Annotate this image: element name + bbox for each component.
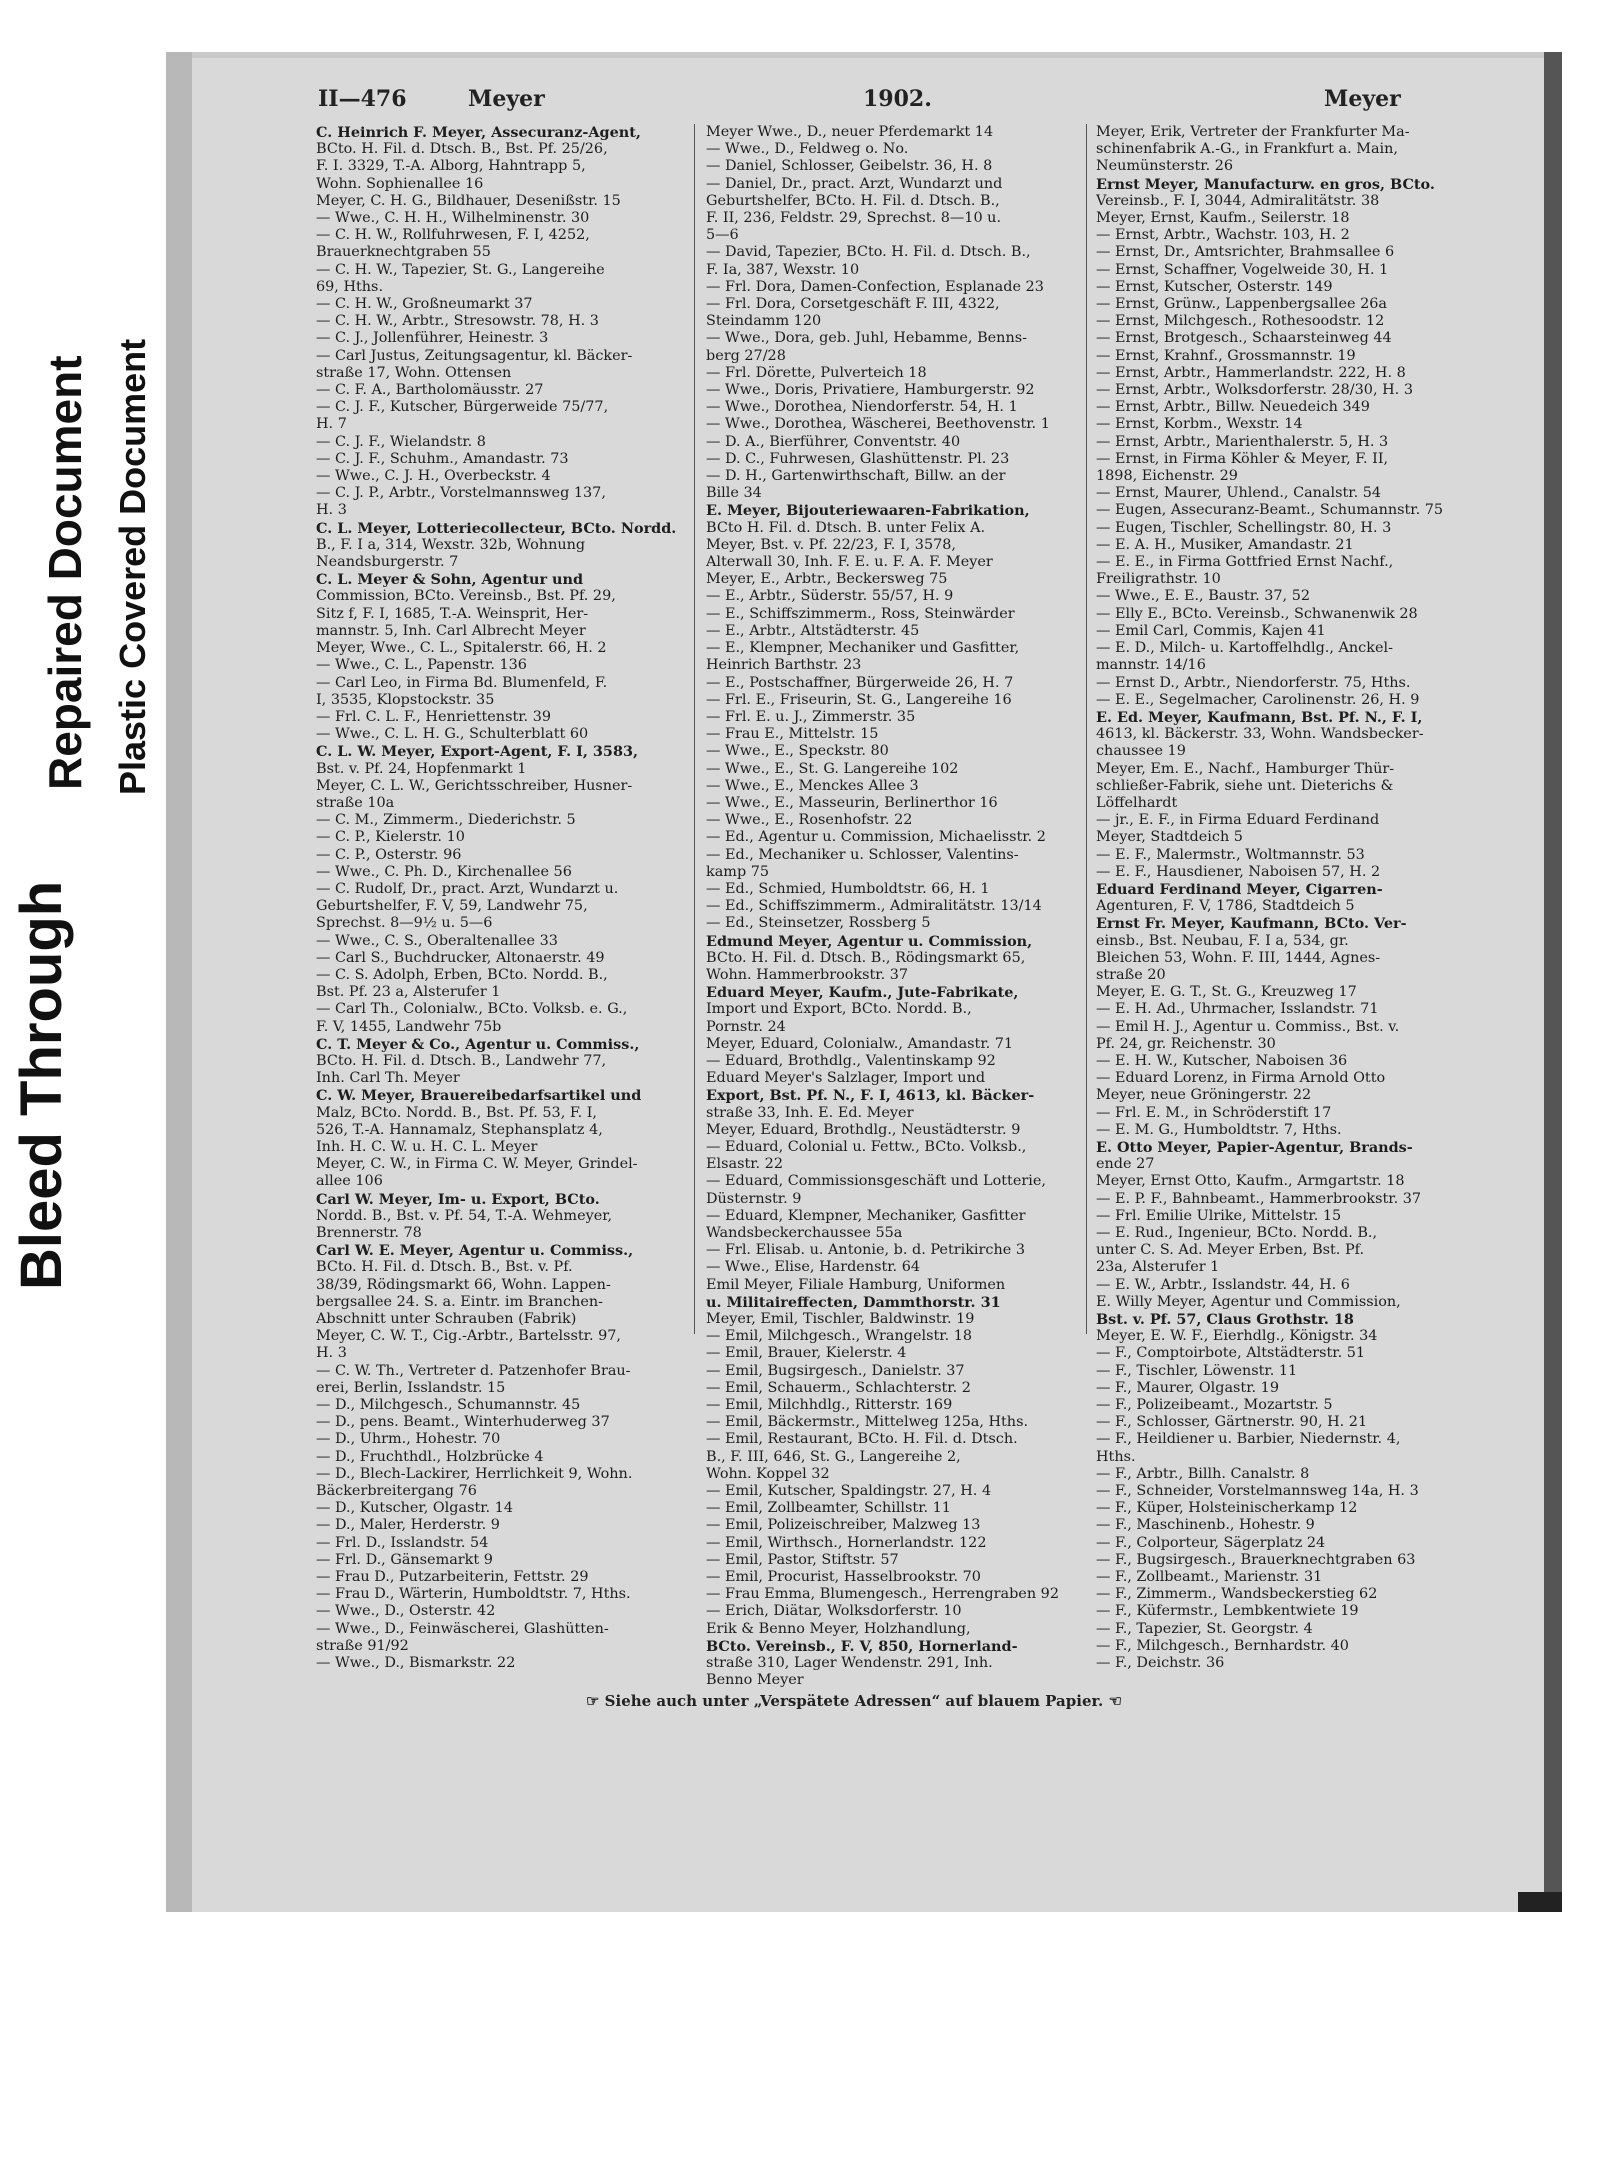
directory-entry-line: Pornstr. 24: [706, 1018, 786, 1035]
directory-entry-line: Bäckerbreitergang 76: [316, 1483, 477, 1500]
directory-entry-line: E. Ed. Meyer, Kaufmann, Bst. Pf. N., F. I,: [1096, 708, 1423, 726]
directory-entry-line: — Wwe., E., Rosenhofstr. 22: [706, 812, 913, 829]
directory-entry-line: Commission, BCto. Vereinsb., Bst. Pf. 29,: [316, 588, 616, 605]
directory-entry-line: — Emil, Kutscher, Spaldingstr. 27, H. 4: [706, 1483, 992, 1500]
directory-entry-line: B., F. III, 646, St. G., Langereihe 2,: [706, 1448, 961, 1465]
directory-entry-line: einsb., Bst. Neubau, F. I a, 534, gr.: [1096, 932, 1349, 949]
directory-entry-line: Meyer, Ernst, Kaufm., Seilerstr. 18: [1096, 210, 1350, 227]
directory-entry-line: — Wwe., Dora, geb. Juhl, Hebamme, Benns-: [706, 330, 1027, 347]
directory-entry-line: — Wwe., D., Feinwäscherei, Glashütten-: [316, 1620, 609, 1637]
directory-entry-line: — Emil, Procurist, Hasselbrookstr. 70: [706, 1569, 981, 1586]
directory-entry-line: unter C. S. Ad. Meyer Erben, Bst. Pf.: [1096, 1242, 1365, 1259]
directory-entry-line: — C. H. W., Großneumarkt 37: [316, 296, 533, 313]
directory-entry-line: u. Militaireffecten, Dammthorstr. 31: [706, 1293, 1001, 1311]
directory-entry-line: Meyer, Ernst Otto, Kaufm., Armgartstr. 18: [1096, 1173, 1405, 1190]
directory-entry-line: — D., Maler, Herderstr. 9: [316, 1517, 500, 1534]
directory-entry-line: — D. H., Gartenwirthschaft, Billw. an der: [706, 468, 1006, 485]
directory-entry-line: — Eduard, Commissionsgeschäft und Lotterie,: [706, 1173, 1046, 1190]
running-head-left: Meyer: [468, 86, 545, 112]
directory-entry-line: Meyer, Eduard, Colonialw., Amandastr. 71: [706, 1035, 1014, 1052]
page-header: [318, 86, 1458, 122]
directory-entry-line: H. 7: [316, 416, 347, 433]
directory-entry-line: — D. C., Fuhrwesen, Glashüttenstr. Pl. 23: [706, 450, 1010, 467]
directory-entry-line: straße 310, Lager Wendenstr. 291, Inh.: [706, 1655, 993, 1672]
directory-entry-line: — Wwe., E., Menckes Allee 3: [706, 777, 919, 794]
directory-entry-line: — Wwe., D., Bismarkstr. 22: [316, 1655, 516, 1672]
directory-entry-line: — C. H. W., Rollfuhrwesen, F. I, 4252,: [316, 227, 590, 244]
directory-entry-line: — Emil, Pastor, Stiftstr. 57: [706, 1551, 899, 1568]
directory-entry-line: Wohn. Hammerbrookstr. 37: [706, 966, 909, 983]
directory-entry-line: — Emil Carl, Commis, Kajen 41: [1096, 622, 1326, 639]
directory-entry-line: — Emil, Restaurant, BCto. H. Fil. d. Dtsch.: [706, 1431, 1018, 1448]
directory-entry-line: — C. J., Jollenführer, Heinestr. 3: [316, 330, 549, 347]
directory-entry-line: — F., Comptoirbote, Altstädterstr. 51: [1096, 1345, 1366, 1362]
directory-entry-line: — Frau D., Putzarbeiterin, Fettstr. 29: [316, 1569, 589, 1586]
directory-entry-line: — Frl. Emilie Ulrike, Mittelstr. 15: [1096, 1207, 1342, 1224]
directory-entry-line: Benno Meyer: [706, 1672, 804, 1689]
directory-entry-line: C. Heinrich F. Meyer, Assecuranz-Agent,: [316, 124, 641, 141]
directory-entry-line: Neandsburgerstr. 7: [316, 554, 459, 571]
directory-entry-line: — E. E., Segelmacher, Carolinenstr. 26, H. 9: [1096, 691, 1420, 708]
directory-entry-line: — E. M. G., Humboldtstr. 7, Hths.: [1096, 1121, 1342, 1138]
directory-entry-line: B., F. I a, 314, Wexstr. 32b, Wohnung: [316, 536, 586, 553]
directory-entry-line: Alterwall 30, Inh. F. E. u. F. A. F. Meyer: [706, 554, 993, 571]
directory-entry-line: — E. D., Milch- u. Kartoffelhdlg., Anckel-: [1096, 640, 1393, 657]
directory-entry-line: F. V, 1455, Landwehr 75b: [316, 1018, 502, 1035]
directory-entry-line: — Frl. D., Gänsemarkt 9: [316, 1551, 493, 1568]
directory-entry-line: Wohn. Sophienallee 16: [316, 175, 484, 192]
directory-entry-line: chaussee 19: [1096, 743, 1186, 760]
directory-entry-line: — Carl Justus, Zeitungsagentur, kl. Bäcker-: [316, 347, 633, 364]
directory-entry-line: — F., Zimmerm., Wandsbeckerstieg 62: [1096, 1586, 1378, 1603]
directory-entry-line: — E. H. W., Kutscher, Naboisen 36: [1096, 1052, 1348, 1069]
directory-entry-line: Düsternstr. 9: [706, 1190, 802, 1207]
plastic-covered-label: Plastic Covered Document: [112, 338, 153, 795]
directory-entry-line: Elsastr. 22: [706, 1156, 783, 1173]
directory-entry-line: — Ernst, Arbtr., Wolksdorferstr. 28/30, H. 3: [1096, 382, 1413, 399]
directory-entry-line: — Eduard, Colonial u. Fettw., BCto. Volksb.,: [706, 1138, 1027, 1155]
directory-entry-line: — Ernst, Maurer, Uhlend., Canalstr. 54: [1096, 485, 1382, 502]
directory-entry-line: — Ernst, Arbtr., Billw. Neuedeich 349: [1096, 399, 1370, 416]
directory-entry-line: — F., Deichstr. 36: [1096, 1655, 1225, 1672]
directory-entry-line: 69, Hths.: [316, 278, 384, 295]
directory-entry-line: — Emil, Milchhdlg., Ritterstr. 169: [706, 1397, 953, 1414]
directory-entry-line: — C. S. Adolph, Erben, BCto. Nordd. B.,: [316, 966, 608, 983]
directory-entry-line: — F., Milchgesch., Bernhardstr. 40: [1096, 1637, 1349, 1654]
directory-entry-line: — E., Schiffszimmerm., Ross, Steinwärder: [706, 605, 1015, 622]
directory-entry-line: — F., Küfermstr., Lembkentwiete 19: [1096, 1603, 1359, 1620]
directory-entry-line: — C. J. F., Schuhm., Amandastr. 73: [316, 450, 569, 467]
directory-entry-line: — C. F. A., Bartholomäusstr. 27: [316, 382, 544, 399]
directory-entry-line: — E. W., Arbtr., Isslandstr. 44, H. 6: [1096, 1276, 1350, 1293]
directory-entry-line: 23a, Alsterufer 1: [1096, 1259, 1220, 1276]
directory-entry-line: — Frl. Elisab. u. Antonie, b. d. Petrikirche 3: [706, 1242, 1025, 1259]
directory-entry-line: Steindamm 120: [706, 313, 822, 330]
column-divider: [1086, 124, 1087, 1334]
directory-entry-line: Meyer, C. H. G., Bildhauer, Desenißstr. 15: [316, 192, 621, 209]
directory-entry-line: Abschnitt unter Schrauben (Fabrik): [316, 1311, 577, 1328]
scanned-page: [166, 52, 1562, 1912]
directory-entry-line: — Eduard Lorenz, in Firma Arnold Otto: [1096, 1070, 1386, 1087]
directory-entry-line: Löffelhardt: [1096, 794, 1178, 811]
directory-entry-line: — Wwe., E. E., Baustr. 37, 52: [1096, 588, 1311, 605]
directory-entry-line: Meyer, C. W. T., Cig.-Arbtr., Bartelsstr. 97,: [316, 1328, 621, 1345]
directory-entry-line: Eduard Meyer, Kaufm., Jute-Fabrikate,: [706, 984, 1019, 1002]
directory-entry-line: — Wwe., Dorothea, Wäscherei, Beethovenstr. 1: [706, 416, 1050, 433]
directory-entry-line: Meyer, Wwe., C. L., Spitalerstr. 66, H. 2: [316, 640, 607, 657]
directory-entry-line: — Eduard, Brothdlg., Valentinskamp 92: [706, 1052, 996, 1069]
directory-entry-line: Meyer, Emil, Tischler, Baldwinstr. 19: [706, 1311, 975, 1328]
directory-entry-line: — Carl Th., Colonialw., BCto. Volksb. e. G.,: [316, 1001, 628, 1018]
directory-entry-line: — C. W. Th., Vertreter d. Patzenhofer Brau-: [316, 1362, 631, 1379]
directory-entry-line: — F., Schlosser, Gärtnerstr. 90, H. 21: [1096, 1414, 1368, 1431]
directory-entry-line: — Erich, Diätar, Wolksdorferstr. 10: [706, 1603, 962, 1620]
directory-entry-line: Neumünsterstr. 26: [1096, 158, 1234, 175]
directory-entry-line: erei, Berlin, Isslandstr. 15: [316, 1379, 506, 1396]
directory-entry-line: Meyer, Stadtdeich 5: [1096, 829, 1243, 846]
directory-entry-line: — D., Kutscher, Olgastr. 14: [316, 1500, 513, 1517]
directory-entry-line: schinenfabrik A.-G., in Frankfurt a. Main,: [1096, 141, 1398, 158]
directory-entry-line: Meyer, Erik, Vertreter der Frankfurter Ma-: [1096, 124, 1410, 140]
directory-entry-line: — Ernst, Arbtr., Hammerlandstr. 222, H. 8: [1096, 364, 1406, 381]
directory-entry-line: bergsallee 24. S. a. Eintr. im Branchen-: [316, 1293, 603, 1310]
directory-entry-line: — F., Maschinenb., Hohestr. 9: [1096, 1517, 1315, 1534]
directory-entry-line: — Ernst, Kutscher, Osterstr. 149: [1096, 278, 1333, 295]
directory-entry-line: Meyer Wwe., D., neuer Pferdemarkt 14: [706, 124, 994, 140]
footnote: ☞ Siehe auch unter „Verspätete Adressen“ auf blauem Papier. ☜: [586, 1692, 1122, 1710]
directory-entry-line: Import und Export, BCto. Nordd. B.,: [706, 1001, 972, 1018]
directory-entry-line: 1898, Eichenstr. 29: [1096, 468, 1238, 485]
page-corner-shadow: [1518, 1892, 1562, 1912]
page-number: II—476: [318, 86, 407, 112]
directory-entry-line: Eduard Ferdinand Meyer, Cigarren-: [1096, 880, 1383, 898]
directory-entry-line: — Emil, Wirthsch., Hornerlandstr. 122: [706, 1534, 987, 1551]
directory-entry-line: — E., Klempner, Mechaniker und Gasfitter,: [706, 640, 1020, 657]
running-head-right: Meyer: [1324, 86, 1401, 112]
directory-entry-line: F. II, 236, Feldstr. 29, Sprechst. 8—10 u.: [706, 210, 1002, 227]
directory-entry-line: — Wwe., Elise, Hardenstr. 64: [706, 1259, 921, 1276]
directory-entry-line: berg 27/28: [706, 347, 786, 364]
directory-entry-line: Carl W. E. Meyer, Agentur u. Commiss.,: [316, 1242, 634, 1260]
directory-entry-line: Export, Bst. Pf. N., F. I, 4613, kl. Bäcker-: [706, 1087, 1035, 1105]
directory-entry-line: — F., Polizeibeamt., Mozartstr. 5: [1096, 1397, 1333, 1414]
directory-entry-line: Meyer, E. W. F., Eierhdlg., Königstr. 34: [1096, 1328, 1378, 1345]
directory-entry-line: H. 3: [316, 1345, 347, 1362]
directory-entry-line: Wandsbeckerchaussee 55a: [706, 1225, 903, 1241]
directory-entry-line: — F., Zollbeamt., Marienstr. 31: [1096, 1569, 1323, 1586]
directory-entry-line: — D. A., Bierführer, Conventstr. 40: [706, 433, 961, 450]
directory-entry-line: — Ernst, in Firma Köhler & Meyer, F. II,: [1096, 450, 1389, 467]
directory-entry-line: — E. H. Ad., Uhrmacher, Isslandstr. 71: [1096, 1001, 1379, 1018]
directory-entry-line: — Carl S., Buchdrucker, Altonaerstr. 49: [316, 949, 605, 966]
directory-entry-line: Brauerknechtgraben 55: [316, 244, 491, 261]
directory-entry-line: Malz, BCto. Nordd. B., Bst. Pf. 53, F. I,: [316, 1104, 597, 1121]
repaired-document-label: Repaired Document: [39, 355, 91, 790]
directory-entry-line: — Frau D., Wärterin, Humboldtstr. 7, Hths.: [316, 1586, 631, 1603]
directory-column-3: [1096, 124, 1481, 1672]
directory-entry-line: — Wwe., E., Speckstr. 80: [706, 743, 889, 760]
directory-entry-line: — Wwe., C. Ph. D., Kirchenallee 56: [316, 863, 572, 880]
directory-entry-line: Inh. Carl Th. Meyer: [316, 1070, 460, 1087]
directory-entry-line: — Ernst, Brotgesch., Schaarsteinweg 44: [1096, 330, 1392, 347]
directory-entry-line: — C. Rudolf, Dr., pract. Arzt, Wundarzt u.: [316, 880, 619, 897]
directory-entry-line: — F., Tischler, Löwenstr. 11: [1096, 1362, 1298, 1379]
directory-entry-line: — Wwe., D., Feldweg o. No.: [706, 141, 909, 158]
directory-entry-line: F. I. 3329, T.-A. Alborg, Hahntrapp 5,: [316, 158, 586, 175]
directory-entry-line: Freiligrathstr. 10: [1096, 571, 1221, 588]
directory-column-2: [706, 124, 1086, 1689]
directory-entry-line: — Emil, Schauerm., Schlachterstr. 2: [706, 1379, 971, 1396]
directory-entry-line: — Ernst, Milchgesch., Rothesoodstr. 12: [1096, 313, 1385, 330]
directory-entry-line: — Daniel, Dr., pract. Arzt, Wundarzt und: [706, 175, 1003, 192]
directory-entry-line: — F., Schneider, Vorstelmannsweg 14a, H. 3: [1096, 1483, 1419, 1500]
directory-entry-line: C. L. Meyer & Sohn, Agentur und: [316, 571, 584, 589]
directory-entry-line: C. W. Meyer, Brauereibedarfsartikel und: [316, 1087, 642, 1105]
directory-entry-line: BCto. H. Fil. d. Dtsch. B., Rödingsmarkt 65,: [706, 949, 1026, 966]
directory-entry-line: — Wwe., C. H. H., Wilhelminenstr. 30: [316, 210, 590, 227]
directory-entry-line: — F., Bugsirgesch., Brauerknechtgraben 63: [1096, 1551, 1416, 1568]
directory-entry-line: — D., Milchgesch., Schumannstr. 45: [316, 1397, 581, 1414]
directory-entry-line: Agenturen, F. V, 1786, Stadtdeich 5: [1096, 898, 1355, 915]
directory-entry-line: Meyer, C. W., in Firma C. W. Meyer, Grindel-: [316, 1156, 638, 1173]
directory-entry-line: — Frl. D., Isslandstr. 54: [316, 1534, 489, 1551]
directory-entry-line: Meyer, E. G. T., St. G., Kreuzweg 17: [1096, 984, 1357, 1001]
directory-entry-line: — Ernst D., Arbtr., Niendorferstr. 75, Hths.: [1096, 674, 1411, 691]
directory-entry-line: C. L. W. Meyer, Export-Agent, F. I, 3583,: [316, 743, 638, 761]
directory-entry-line: E. Meyer, Bijouteriewaaren-Fabrikation,: [706, 502, 1030, 520]
directory-entry-line: — Ed., Schiffszimmerm., Admiralitätstr. 13/14: [706, 898, 1042, 915]
directory-entry-line: Heinrich Barthstr. 23: [706, 657, 862, 674]
directory-entry-line: — Wwe., D., Osterstr. 42: [316, 1603, 496, 1620]
directory-entry-line: — Wwe., E., St. G. Langereihe 102: [706, 760, 959, 777]
directory-entry-line: — Ernst, Grünw., Lappenbergsallee 26a: [1096, 296, 1388, 313]
directory-entry-line: Ernst Fr. Meyer, Kaufmann, BCto. Ver-: [1096, 915, 1407, 933]
directory-entry-line: Pf. 24, gr. Reichenstr. 30: [1096, 1035, 1276, 1052]
directory-entry-line: — Frl. Dora, Damen-Confection, Esplanade 23: [706, 278, 1044, 295]
directory-entry-line: — Frl. C. L. F., Henriettenstr. 39: [316, 708, 552, 725]
directory-entry-line: — F., Maurer, Olgastr. 19: [1096, 1379, 1279, 1396]
directory-entry-line: — C. H. W., Tapezier, St. G., Langereihe: [316, 261, 605, 278]
directory-entry-line: straße 10a: [316, 794, 395, 811]
directory-entry-line: — Ed., Steinsetzer, Rossberg 5: [706, 915, 931, 932]
directory-entry-line: Bleichen 53, Wohn. F. III, 1444, Agnes-: [1096, 949, 1381, 966]
directory-entry-line: — Ernst, Arbtr., Marienthalerstr. 5, H. 3: [1096, 433, 1389, 450]
directory-entry-line: BCto. H. Fil. d. Dtsch. B., Bst. v. Pf.: [316, 1259, 573, 1276]
directory-entry-line: — Daniel, Schlosser, Geibelstr. 36, H. 8: [706, 158, 993, 175]
directory-entry-line: H. 3: [316, 502, 347, 519]
directory-entry-line: Erik & Benno Meyer, Holzhandlung,: [706, 1620, 971, 1637]
directory-entry-line: — F., Küper, Holsteinischerkamp 12: [1096, 1500, 1358, 1517]
directory-entry-line: — C. M., Zimmerm., Diederichstr. 5: [316, 812, 576, 829]
directory-entry-line: — Frl. E. u. J., Zimmerstr. 35: [706, 708, 916, 725]
directory-entry-line: straße 91/92: [316, 1637, 409, 1654]
directory-entry-line: C. T. Meyer & Co., Agentur u. Commiss.,: [316, 1035, 640, 1053]
directory-entry-line: Edmund Meyer, Agentur u. Commission,: [706, 932, 1033, 950]
directory-entry-line: BCto. H. Fil. d. Dtsch. B., Bst. Pf. 25/26,: [316, 141, 608, 158]
directory-entry-line: — Ernst, Korbm., Wexstr. 14: [1096, 416, 1303, 433]
directory-entry-line: — Frl. Dora, Corsetgeschäft F. III, 4322,: [706, 296, 1000, 313]
directory-entry-line: Emil Meyer, Filiale Hamburg, Uniformen: [706, 1276, 1006, 1293]
directory-entry-line: schließer-Fabrik, siehe unt. Dieterichs &: [1096, 777, 1394, 794]
directory-entry-line: straße 33, Inh. E. Ed. Meyer: [706, 1104, 914, 1121]
directory-entry-line: — David, Tapezier, BCto. H. Fil. d. Dtsch. B.,: [706, 244, 1031, 261]
directory-entry-line: Meyer, Bst. v. Pf. 22/23, F. I, 3578,: [706, 536, 956, 553]
directory-entry-line: — Emil, Polizeischreiber, Malzweg 13: [706, 1517, 981, 1534]
directory-entry-line: — Wwe., E., Masseurin, Berlinerthor 16: [706, 794, 998, 811]
directory-entry-line: ende 27: [1096, 1156, 1155, 1173]
directory-entry-line: 4613, kl. Bäckerstr. 33, Wohn. Wandsbecker-: [1096, 726, 1424, 743]
directory-entry-line: Bst. v. Pf. 57, Claus Grothstr. 18: [1096, 1311, 1354, 1329]
directory-entry-line: — Wwe., C. L., Papenstr. 136: [316, 657, 527, 674]
directory-entry-line: Sprechst. 8—9½ u. 5—6: [316, 915, 493, 932]
directory-entry-line: mannstr. 14/16: [1096, 657, 1206, 674]
directory-entry-line: Bille 34: [706, 485, 762, 502]
directory-entry-line: allee 106: [316, 1173, 383, 1190]
directory-entry-line: — Eugen, Assecuranz-Beamt., Schumannstr. 75: [1096, 502, 1444, 519]
directory-entry-line: — D., pens. Beamt., Winterhuderweg 37: [316, 1414, 610, 1431]
directory-entry-line: — C. P., Osterstr. 96: [316, 846, 462, 863]
directory-entry-line: Meyer, E., Arbtr., Beckersweg 75: [706, 571, 948, 588]
directory-entry-line: E. Otto Meyer, Papier-Agentur, Brands-: [1096, 1138, 1413, 1156]
directory-entry-line: — D., Fruchthdl., Holzbrücke 4: [316, 1448, 544, 1465]
directory-entry-line: Geburtshelfer, F. V, 59, Landwehr 75,: [316, 898, 588, 915]
directory-entry-line: Sitz f, F. I, 1685, T.-A. Weinsprit, Her-: [316, 605, 589, 622]
directory-entry-line: — Wwe., Doris, Privatiere, Hamburgerstr. 92: [706, 382, 1035, 399]
directory-entry-line: — D., Uhrm., Hohestr. 70: [316, 1431, 501, 1448]
directory-entry-line: — Emil, Zollbeamter, Schillstr. 11: [706, 1500, 951, 1517]
directory-entry-line: — E., Postschaffner, Bürgerweide 26, H. 7: [706, 674, 1014, 691]
directory-entry-line: F. Ia, 387, Wexstr. 10: [706, 261, 860, 278]
directory-column-1: [316, 124, 696, 1672]
directory-entry-line: 5—6: [706, 227, 739, 244]
directory-entry-line: — Eugen, Tischler, Schellingstr. 80, H. 3: [1096, 519, 1392, 536]
directory-entry-line: — C. J. F., Wielandstr. 8: [316, 433, 486, 450]
directory-entry-line: Carl W. Meyer, Im- u. Export, BCto.: [316, 1190, 600, 1208]
directory-entry-line: Meyer, C. L. W., Gerichtsschreiber, Husner-: [316, 777, 633, 794]
directory-entry-line: — C. J. F., Kutscher, Bürgerweide 75/77,: [316, 399, 609, 416]
directory-entry-line: — Ernst, Schaffner, Vogelweide 30, H. 1: [1096, 261, 1389, 278]
directory-entry-line: mannstr. 5, Inh. Carl Albrecht Meyer: [316, 622, 586, 639]
directory-entry-line: — F., Heildiener u. Barbier, Niedernstr. 4,: [1096, 1431, 1401, 1448]
directory-entry-line: Meyer, Eduard, Brothdlg., Neustädterstr. 9: [706, 1121, 1021, 1138]
directory-entry-line: BCto H. Fil. d. Dtsch. B. unter Felix A.: [706, 519, 986, 536]
directory-entry-line: Hths.: [1096, 1448, 1136, 1465]
directory-entry-line: straße 17, Wohn. Ottensen: [316, 364, 512, 381]
directory-entry-line: — Ed., Agentur u. Commission, Michaelisstr. 2: [706, 829, 1046, 846]
directory-entry-line: — Wwe., C. S., Oberaltenallee 33: [316, 932, 558, 949]
directory-entry-line: E. Willy Meyer, Agentur und Commission,: [1096, 1293, 1401, 1310]
directory-entry-line: — E. F., Malermstr., Woltmannstr. 53: [1096, 846, 1365, 863]
directory-entry-line: — Ernst, Krahnf., Grossmannstr. 19: [1096, 347, 1356, 364]
directory-entry-line: — Ed., Mechaniker u. Schlosser, Valentins-: [706, 846, 1019, 863]
directory-entry-line: — Frl. E. M., in Schröderstift 17: [1096, 1104, 1332, 1121]
directory-entry-line: — Frl. Dörette, Pulverteich 18: [706, 364, 927, 381]
directory-entry-line: — C. H. W., Arbtr., Stresowstr. 78, H. 3: [316, 313, 599, 330]
page-year: 1902.: [863, 86, 932, 112]
directory-entry-line: Meyer, Em. E., Nachf., Hamburger Thür-: [1096, 760, 1395, 777]
directory-entry-line: Bst. v. Pf. 24, Hopfenmarkt 1: [316, 760, 527, 777]
directory-entry-line: — Emil H. J., Agentur u. Commiss., Bst. v.: [1096, 1018, 1400, 1035]
directory-entry-line: BCto. Vereinsb., F. V, 850, Hornerland-: [706, 1637, 1018, 1655]
directory-entry-line: — Ed., Schmied, Humboldtstr. 66, H. 1: [706, 880, 990, 897]
directory-entry-line: — Frl. E., Friseurin, St. G., Langereihe 16: [706, 691, 1012, 708]
directory-entry-line: — F., Colporteur, Sägerplatz 24: [1096, 1534, 1326, 1551]
directory-entry-line: Brennerstr. 78: [316, 1225, 422, 1241]
directory-entry-line: Wohn. Koppel 32: [706, 1465, 830, 1482]
directory-entry-line: — Wwe., C. J. H., Overbeckstr. 4: [316, 468, 551, 485]
directory-entry-line: — D., Blech-Lackirer, Herrlichkeit 9, Wohn.: [316, 1465, 633, 1482]
directory-entry-line: Nordd. B., Bst. v. Pf. 54, T.-A. Wehmeyer,: [316, 1207, 613, 1224]
directory-entry-line: 38/39, Rödingsmarkt 66, Wohn. Lappen-: [316, 1276, 611, 1293]
directory-entry-line: — Wwe., C. L. H. G., Schulterblatt 60: [316, 726, 589, 743]
directory-entry-line: Eduard Meyer's Salzlager, Import und: [706, 1070, 986, 1087]
directory-entry-line: Vereinsb., F. I, 3044, Admiralitätstr. 38: [1096, 192, 1380, 209]
page-edge-top: [166, 52, 1562, 58]
directory-entry-line: — C. J. P., Arbtr., Vorstelmannsweg 137,: [316, 485, 606, 502]
directory-entry-line: Ernst Meyer, Manufacturw. en gros, BCto.: [1096, 175, 1435, 193]
bleed-through-label: Bleed Through: [9, 880, 74, 1290]
directory-entry-line: — Frau E., Mittelstr. 15: [706, 726, 879, 743]
directory-entry-line: Bst. Pf. 23 a, Alsterufer 1: [316, 984, 501, 1001]
directory-entry-line: — E. E., in Firma Gottfried Ernst Nachf.,: [1096, 554, 1394, 571]
directory-entry-line: — F., Arbtr., Billh. Canalstr. 8: [1096, 1465, 1310, 1482]
directory-entry-line: — Ernst, Arbtr., Wachstr. 103, H. 2: [1096, 227, 1350, 244]
directory-entry-line: — C. P., Kielerstr. 10: [316, 829, 465, 846]
directory-entry-line: — Elly E., BCto. Vereinsb., Schwanenwik 28: [1096, 605, 1418, 622]
directory-entry-line: — Emil, Bugsirgesch., Danielstr. 37: [706, 1362, 965, 1379]
directory-entry-line: — E. A. H., Musiker, Amandastr. 21: [1096, 536, 1354, 553]
page-edge-right: [1544, 52, 1562, 1912]
directory-entry-line: — Frau Emma, Blumengesch., Herrengraben 92: [706, 1586, 1059, 1603]
directory-entry-line: — F., Tapezier, St. Georgstr. 4: [1096, 1620, 1313, 1637]
directory-entry-line: — Eduard, Klempner, Mechaniker, Gasfitter: [706, 1207, 1026, 1224]
directory-entry-line: Meyer, neue Gröningerstr. 22: [1096, 1087, 1312, 1104]
directory-entry-line: — jr., E. F., in Firma Eduard Ferdinand: [1096, 812, 1380, 829]
directory-entry-line: straße 20: [1096, 966, 1166, 983]
directory-entry-line: — E. P. F., Bahnbeamt., Hammerbrookstr. 37: [1096, 1190, 1422, 1207]
directory-entry-line: — Carl Leo, in Firma Bd. Blumenfeld, F.: [316, 674, 608, 691]
directory-entry-line: BCto. H. Fil. d. Dtsch. B., Landwehr 77,: [316, 1052, 607, 1069]
directory-entry-line: kamp 75: [706, 863, 770, 880]
directory-entry-line: — E., Arbtr., Süderstr. 55/57, H. 9: [706, 588, 954, 605]
directory-entry-line: I, 3535, Klopstockstr. 35: [316, 691, 495, 708]
directory-entry-line: — E., Arbtr., Altstädterstr. 45: [706, 622, 920, 639]
directory-entry-line: Geburtshelfer, BCto. H. Fil. d. Dtsch. B.,: [706, 192, 1000, 209]
directory-entry-line: — E. Rud., Ingenieur, BCto. Nordd. B.,: [1096, 1225, 1378, 1241]
directory-entry-line: 526, T.-A. Hannamalz, Stephansplatz 4,: [316, 1121, 603, 1138]
page-edge-left: [166, 52, 192, 1912]
directory-entry-line: — Emil, Brauer, Kielerstr. 4: [706, 1345, 907, 1362]
directory-entry-line: — Wwe., Dorothea, Niendorferstr. 54, H. 1: [706, 399, 1018, 416]
directory-entry-line: Inh. H. C. W. u. H. C. L. Meyer: [316, 1138, 538, 1155]
directory-entry-line: — Emil, Bäckermstr., Mittelweg 125a, Hths.: [706, 1414, 1029, 1431]
directory-entry-line: — Ernst, Dr., Amtsrichter, Brahmsallee 6: [1096, 244, 1395, 261]
directory-entry-line: — Emil, Milchgesch., Wrangelstr. 18: [706, 1328, 973, 1345]
directory-entry-line: C. L. Meyer, Lotteriecollecteur, BCto. Nordd.: [316, 519, 677, 537]
directory-entry-line: — E. F., Hausdiener, Naboisen 57, H. 2: [1096, 863, 1381, 880]
